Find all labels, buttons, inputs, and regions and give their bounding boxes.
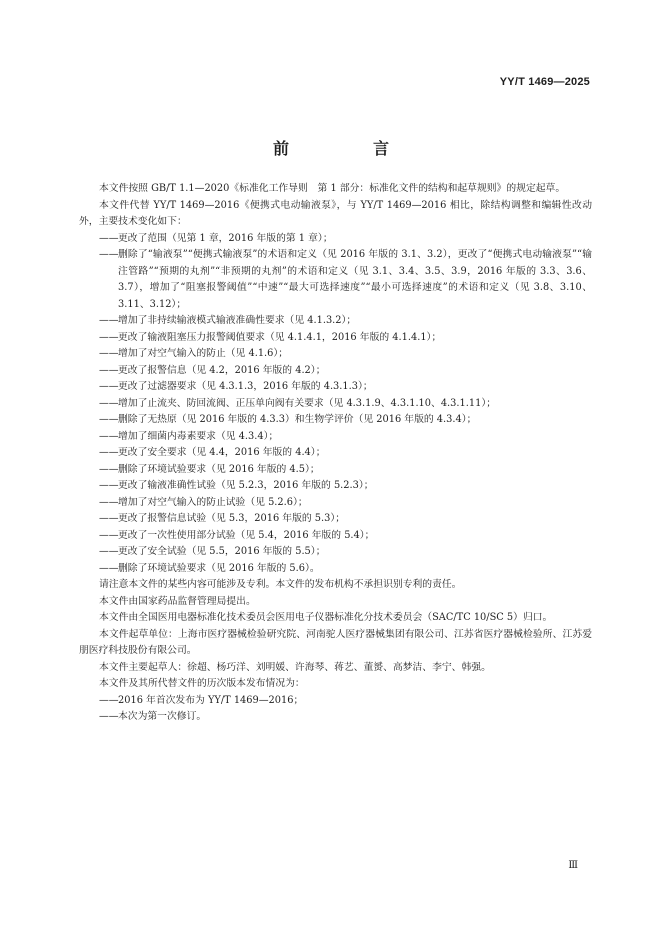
list-item-text: 更改了一次性使用部分试验（见 5.4，2016 年版的 5.4）；: [118, 529, 375, 541]
list-item-text: 增加了细菌内毒素要求（见 4.3.4）；: [118, 430, 279, 442]
list-item-text: 增加了非持续输液模式输液准确性要求（见 4.1.3.2）；: [118, 315, 357, 326]
list-item: [79, 709, 592, 726]
list-dash: ——: [99, 430, 119, 442]
list-dash: ——: [99, 315, 119, 326]
list-dash: ——: [99, 562, 119, 574]
list-dash: ——: [99, 249, 119, 260]
list-dash: ——: [99, 397, 119, 409]
list-dash: ——: [99, 381, 119, 392]
list-item: [79, 478, 592, 495]
list-item: [79, 346, 592, 363]
list-item: [79, 330, 592, 347]
list-item-text: 更改了报警信息（见 4.2，2016 年版的 4.2）；: [118, 364, 326, 376]
list-item: [79, 528, 592, 545]
list-item: [79, 462, 592, 479]
list-dash: ——: [99, 348, 119, 359]
list-item-text: 更改了输液准确性试验（见 5.2.3，2016 年版的 5.2.3）；: [118, 480, 374, 491]
list-item: [79, 396, 592, 413]
list-item: [79, 445, 592, 462]
list-item-text: 增加了对空气输入的防止试验（见 5.2.6）；: [118, 496, 308, 508]
list-item-text: 更改了输液阻塞压力报警阈值要求（见 4.1.4.1，2016 年版的 4.1.4.1）；: [118, 331, 442, 343]
list-item-text: 删除了无热原（见 2016 年版的 4.3.3）和生物学评价（见 2016 年版的 4.3.4）；: [118, 414, 477, 425]
list-dash: ——: [99, 529, 119, 541]
list-item: [79, 511, 592, 528]
list-dash: ——: [99, 364, 119, 376]
list-item-text: 删除了环境试验要求（见 2016 年版的 5.6）。: [118, 562, 320, 574]
intro-paragraph: 本文件代替 YY/T 1469—2016《便携式电动输液泵》，与 YY/T 1469—2016 相比，除结构调整和编辑性改动外，主要技术变化如下：: [79, 199, 592, 227]
list-item: [79, 247, 592, 313]
foreword-body: [79, 181, 592, 726]
list-dash: ——: [99, 331, 119, 343]
list-item: [79, 544, 592, 561]
list-dash: ——: [99, 447, 119, 458]
note-paragraph: 请注意本文件的某些内容可能涉及专利。本文件的发布机构不承担识别专利的责任。: [99, 579, 462, 590]
page-number: Ⅲ: [568, 860, 578, 871]
list-dash: ——: [99, 694, 119, 706]
changes-list: [79, 231, 592, 578]
list-dash: ——: [99, 711, 119, 722]
list-item: [79, 231, 592, 248]
note-paragraph: 本文件及其所代替文件的历次版本发布情况为：: [99, 678, 305, 689]
note-paragraph: 本文件由国家药品监督管理局提出。: [99, 595, 256, 607]
list-item: [79, 561, 592, 578]
list-item-text: 更改了安全要求（见 4.4，2016 年版的 4.4）；: [118, 447, 326, 458]
list-item-text: 更改了安全试验（见 5.5，2016 年版的 5.5）；: [118, 546, 326, 557]
note-paragraph: 本文件起草单位：上海市医疗器械检验研究院、河南驼人医疗器械集团有限公司、江苏省医疗器械检验所、江苏爱朋医疗科技股份有限公司。: [79, 628, 592, 656]
list-item: [79, 313, 592, 330]
list-dash: ——: [99, 496, 119, 508]
list-item: [79, 379, 592, 396]
list-item: [79, 693, 592, 710]
list-item-text: 更改了报警信息试验（见 5.3，2016 年版的 5.3）；: [118, 513, 346, 524]
list-item-text: 2016 年首次发布为 YY/T 1469—2016；: [118, 694, 304, 706]
list-item-text: 更改了范围（见第 1 章，2016 年版的第 1 章）；: [118, 232, 333, 244]
note-paragraph: 本文件主要起草人：徐超、杨巧洋、刘明媛、许海琴、蒋艺、董赟、高梦洁、李宁、韩强。: [99, 661, 491, 673]
list-item-text: 增加了对空气输入的防止（见 4.1.6）；: [118, 348, 289, 359]
list-item-text: 增加了止流夹、防回流阀、正压单向阀有关要求（见 4.3.1.9、4.3.1.10、4.3.1.11）；: [118, 397, 497, 409]
note-paragraph: 本文件由全国医用电器标准化技术委员会医用电子仪器标准化分技术委员会（SAC/TC 10/SC 5）归口。: [99, 612, 553, 623]
history-list: [79, 693, 592, 726]
list-item: [79, 495, 592, 512]
list-item-text: 本次为第一次修订。: [118, 711, 207, 722]
list-item-text: 删除了环境试验要求（见 2016 年版的 4.5）；: [118, 463, 320, 475]
list-dash: ——: [99, 232, 119, 244]
list-item: [79, 363, 592, 380]
list-dash: ——: [99, 546, 119, 557]
list-item-text: 更改了过滤器要求（见 4.3.1.3，2016 年版的 4.3.1.3）；: [118, 381, 373, 392]
list-dash: ——: [99, 480, 119, 491]
list-item: [79, 412, 592, 429]
intro-paragraph: 本文件按照 GB/T 1.1—2020《标准化工作导则 第 1 部分：标准化文件的结构和起草规则》的规定起草。: [99, 183, 566, 194]
document-code: YY/T 1469—2025: [499, 76, 590, 88]
list-dash: ——: [99, 513, 119, 524]
list-dash: ——: [99, 463, 119, 475]
list-dash: ——: [99, 414, 119, 425]
list-item-text: 删除了“输液泵”“便携式输液泵”的术语和定义（见 2016 年版的 3.1、3.2），更改了“便携式电动输液泵”“输注管路”“预期的丸剂”“非预期的丸剂”的术语和定义（见 3.1、3.4、3.5、3.9，2016 年版的 3.3、3.6、3.7），增加了“阻塞报警阈值”“中速”“最大可选择速度”“最小可选择速度”的术语和定义（见 3.8、3.10、3.11、3.12）；: [118, 249, 592, 310]
list-item: [79, 429, 592, 446]
page-title: 前 言: [272, 139, 423, 158]
